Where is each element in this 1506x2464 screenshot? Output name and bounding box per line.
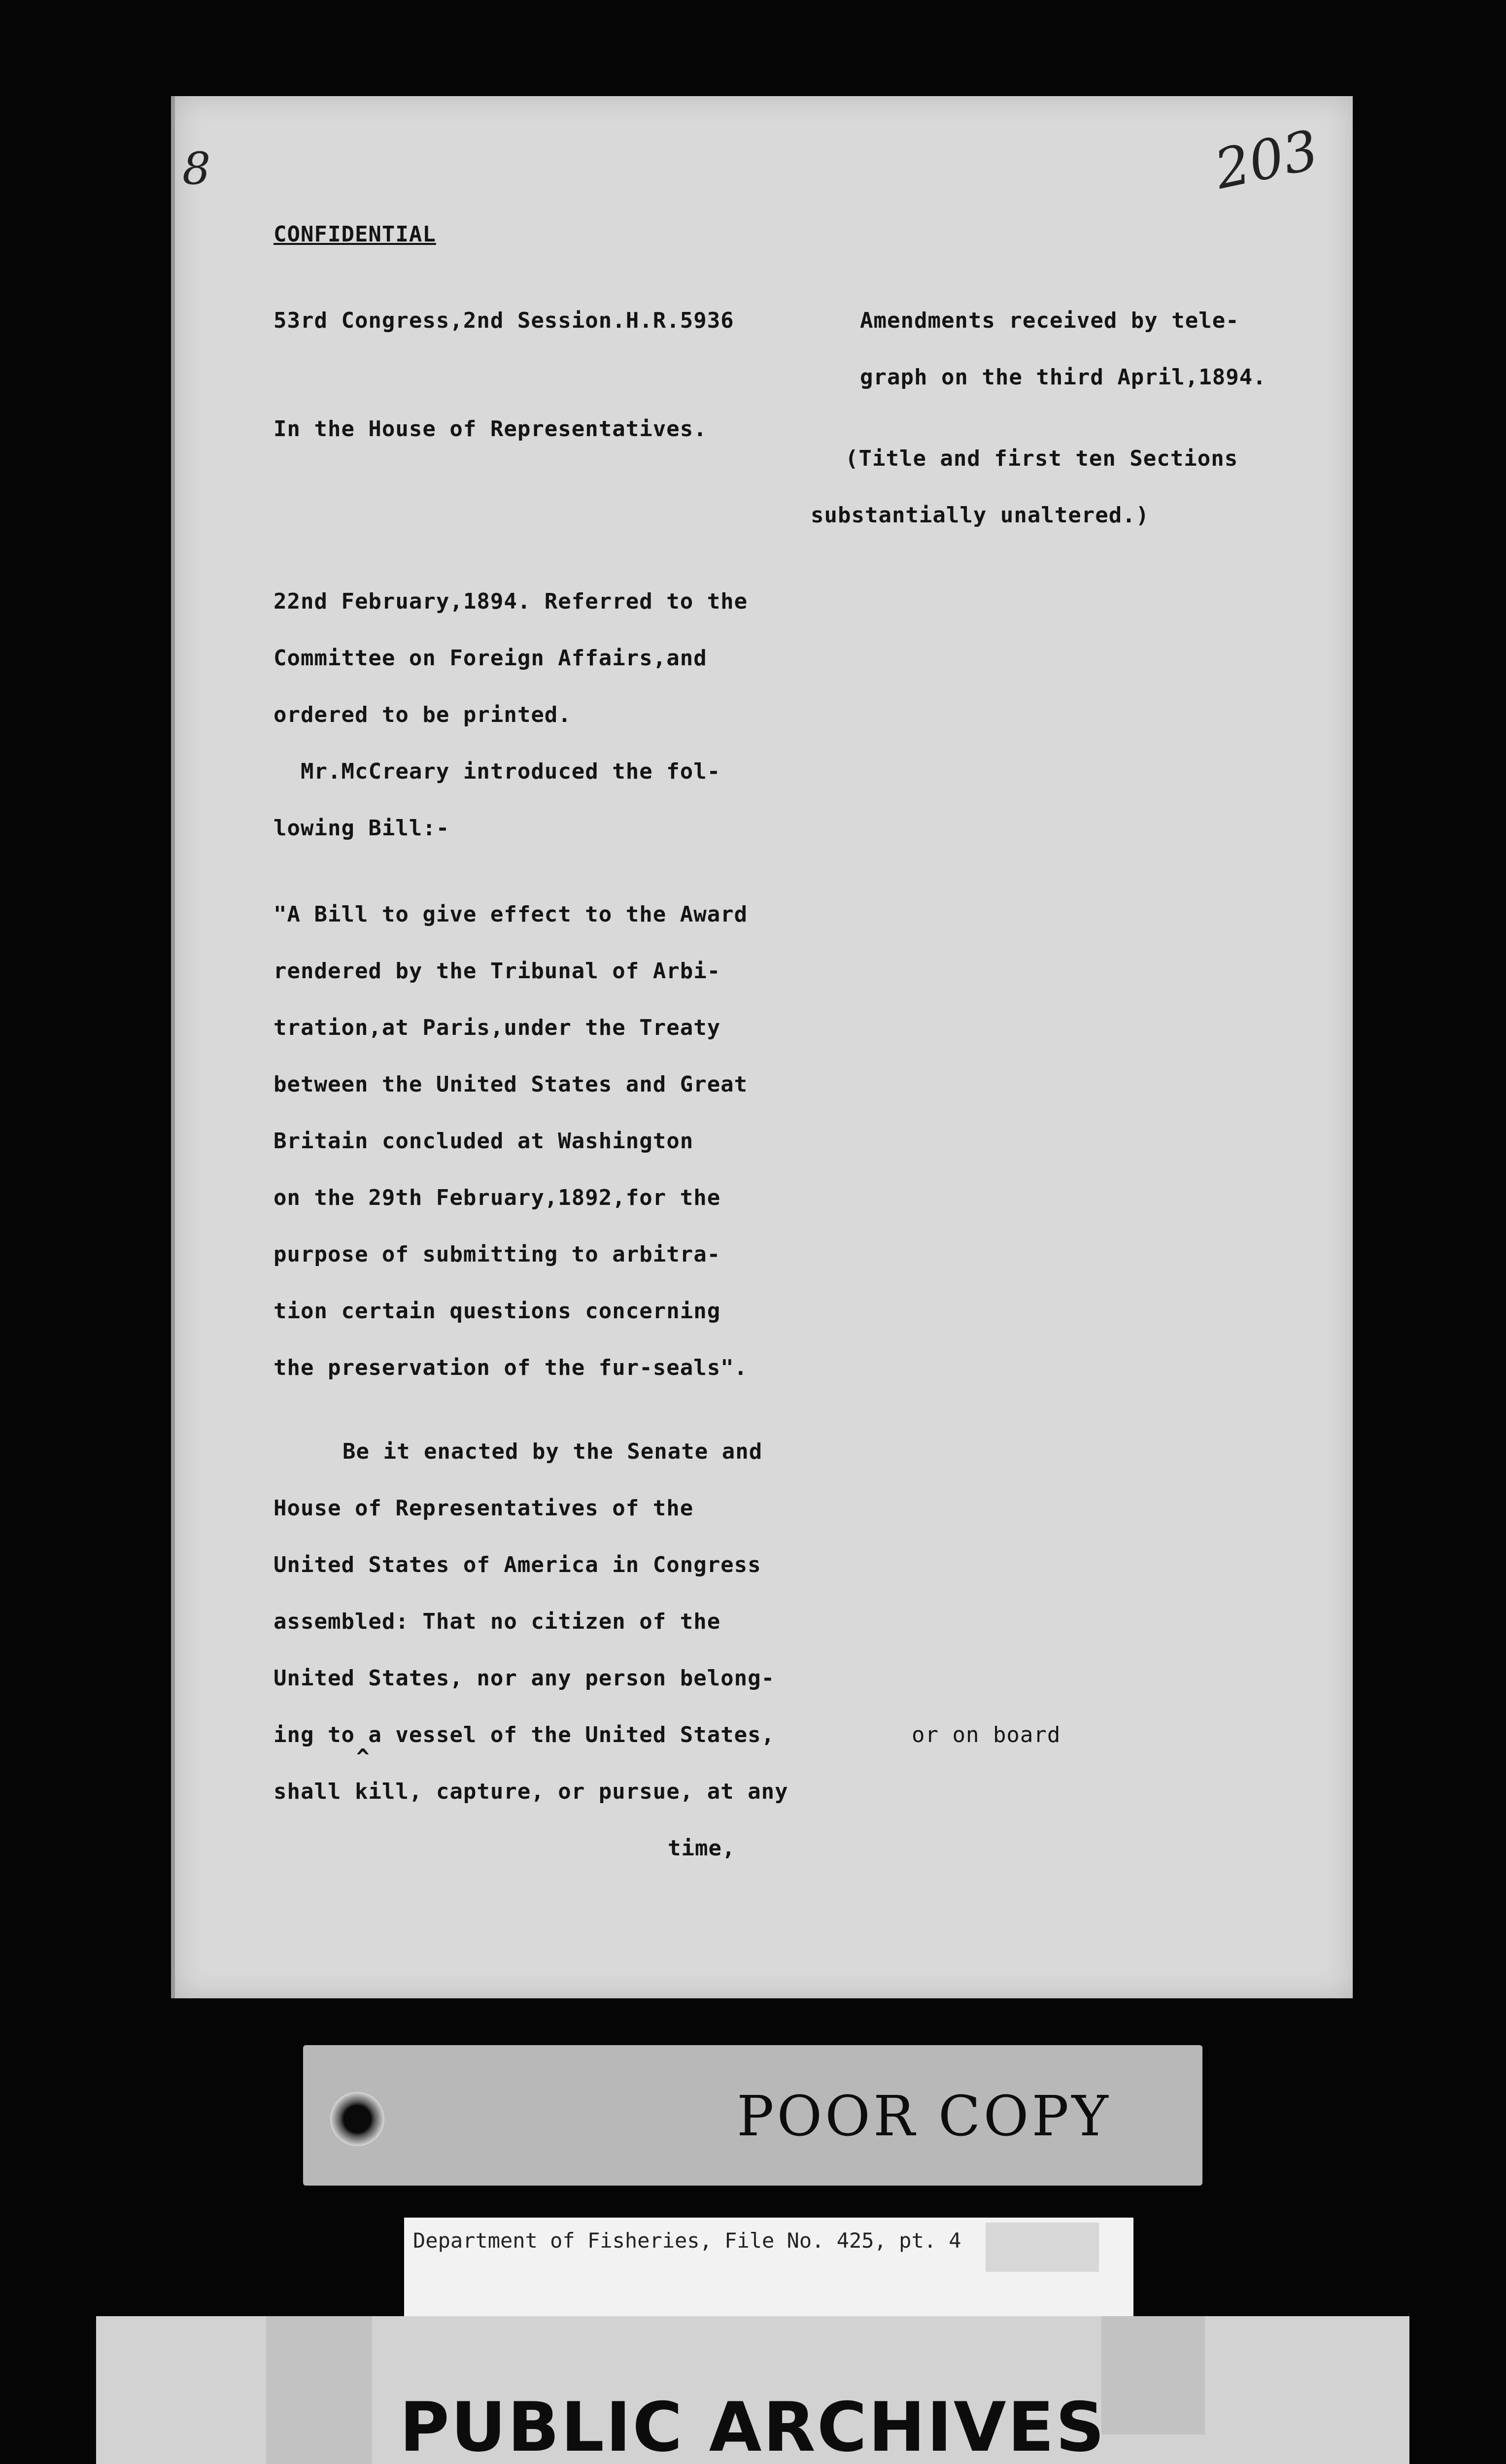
- bill-title-line: "A Bill to give effect to the Award: [274, 902, 748, 927]
- bill-title-line: the preservation of the fur-seals".: [274, 1355, 748, 1380]
- congress-line: 53rd Congress,2nd Session.H.R.5936: [274, 308, 734, 333]
- bill-title-line: tion certain questions concerning: [274, 1299, 721, 1324]
- enactment-line: House of Representatives of the: [274, 1496, 694, 1521]
- enactment-line: Be it enacted by the Senate and: [342, 1439, 763, 1464]
- enactment-line: United States of America in Congress: [274, 1552, 761, 1577]
- page-edge-shadow: [171, 96, 175, 1998]
- enactment-line: assembled: That no citizen of the: [274, 1609, 721, 1634]
- bill-title-line: rendered by the Tribunal of Arbi-: [274, 958, 721, 984]
- house-line: In the House of Representatives.: [274, 416, 707, 442]
- archives-line-1: PUBLIC ARCHIVES: [399, 2388, 1106, 2464]
- handwritten-mark: 8: [182, 143, 211, 195]
- poor-copy-label: [303, 2045, 1202, 2186]
- note-line: (Title and first ten Sections: [845, 446, 1238, 471]
- introduction-line: Mr.McCreary introduced the fol-: [301, 759, 721, 784]
- punch-hole-icon: [330, 2092, 384, 2146]
- note-line: substantially unaltered.): [811, 503, 1150, 528]
- introduction-line: lowing Bill:-: [274, 816, 450, 841]
- bill-title-line: between the United States and Great: [274, 1072, 748, 1097]
- poor-copy-text: POOR COPY: [737, 2085, 1111, 2149]
- amendment-line: Amendments received by tele-: [860, 308, 1239, 333]
- classification-heading: CONFIDENTIAL: [274, 222, 436, 247]
- bill-title-line: tration,at Paris,under the Treaty: [274, 1015, 721, 1040]
- bill-title-line: on the 29th February,1892,for the: [274, 1185, 721, 1210]
- enactment-line: United States, nor any person belong-: [274, 1666, 775, 1691]
- bill-title-line: Britain concluded at Washington: [274, 1129, 694, 1154]
- insertion-caret: ^: [356, 1745, 370, 1770]
- referral-line: 22nd February,1894. Referred to the: [274, 589, 748, 614]
- insertion-text: or on board: [912, 1722, 1061, 1747]
- file-reference-slip: [404, 2218, 1133, 2316]
- continuation-word: time,: [668, 1836, 736, 1861]
- amendment-line: graph on the third April,1894.: [860, 365, 1266, 390]
- handwritten-page-number: 203: [1209, 118, 1324, 202]
- file-reference-text: Department of Fisheries, File No. 425, pt. 4: [413, 2228, 961, 2253]
- enactment-line: shall kill, capture, or pursue, at any: [274, 1779, 788, 1804]
- referral-line: Committee on Foreign Affairs,and: [274, 646, 707, 671]
- bill-title-line: purpose of submitting to arbitra-: [274, 1242, 721, 1267]
- smudge: [986, 2223, 1099, 2272]
- document-page: [175, 96, 1353, 1998]
- enactment-line: ing to a vessel of the United States,: [274, 1722, 775, 1747]
- referral-line: ordered to be printed.: [274, 702, 572, 727]
- archives-stamp: [96, 2316, 1409, 2464]
